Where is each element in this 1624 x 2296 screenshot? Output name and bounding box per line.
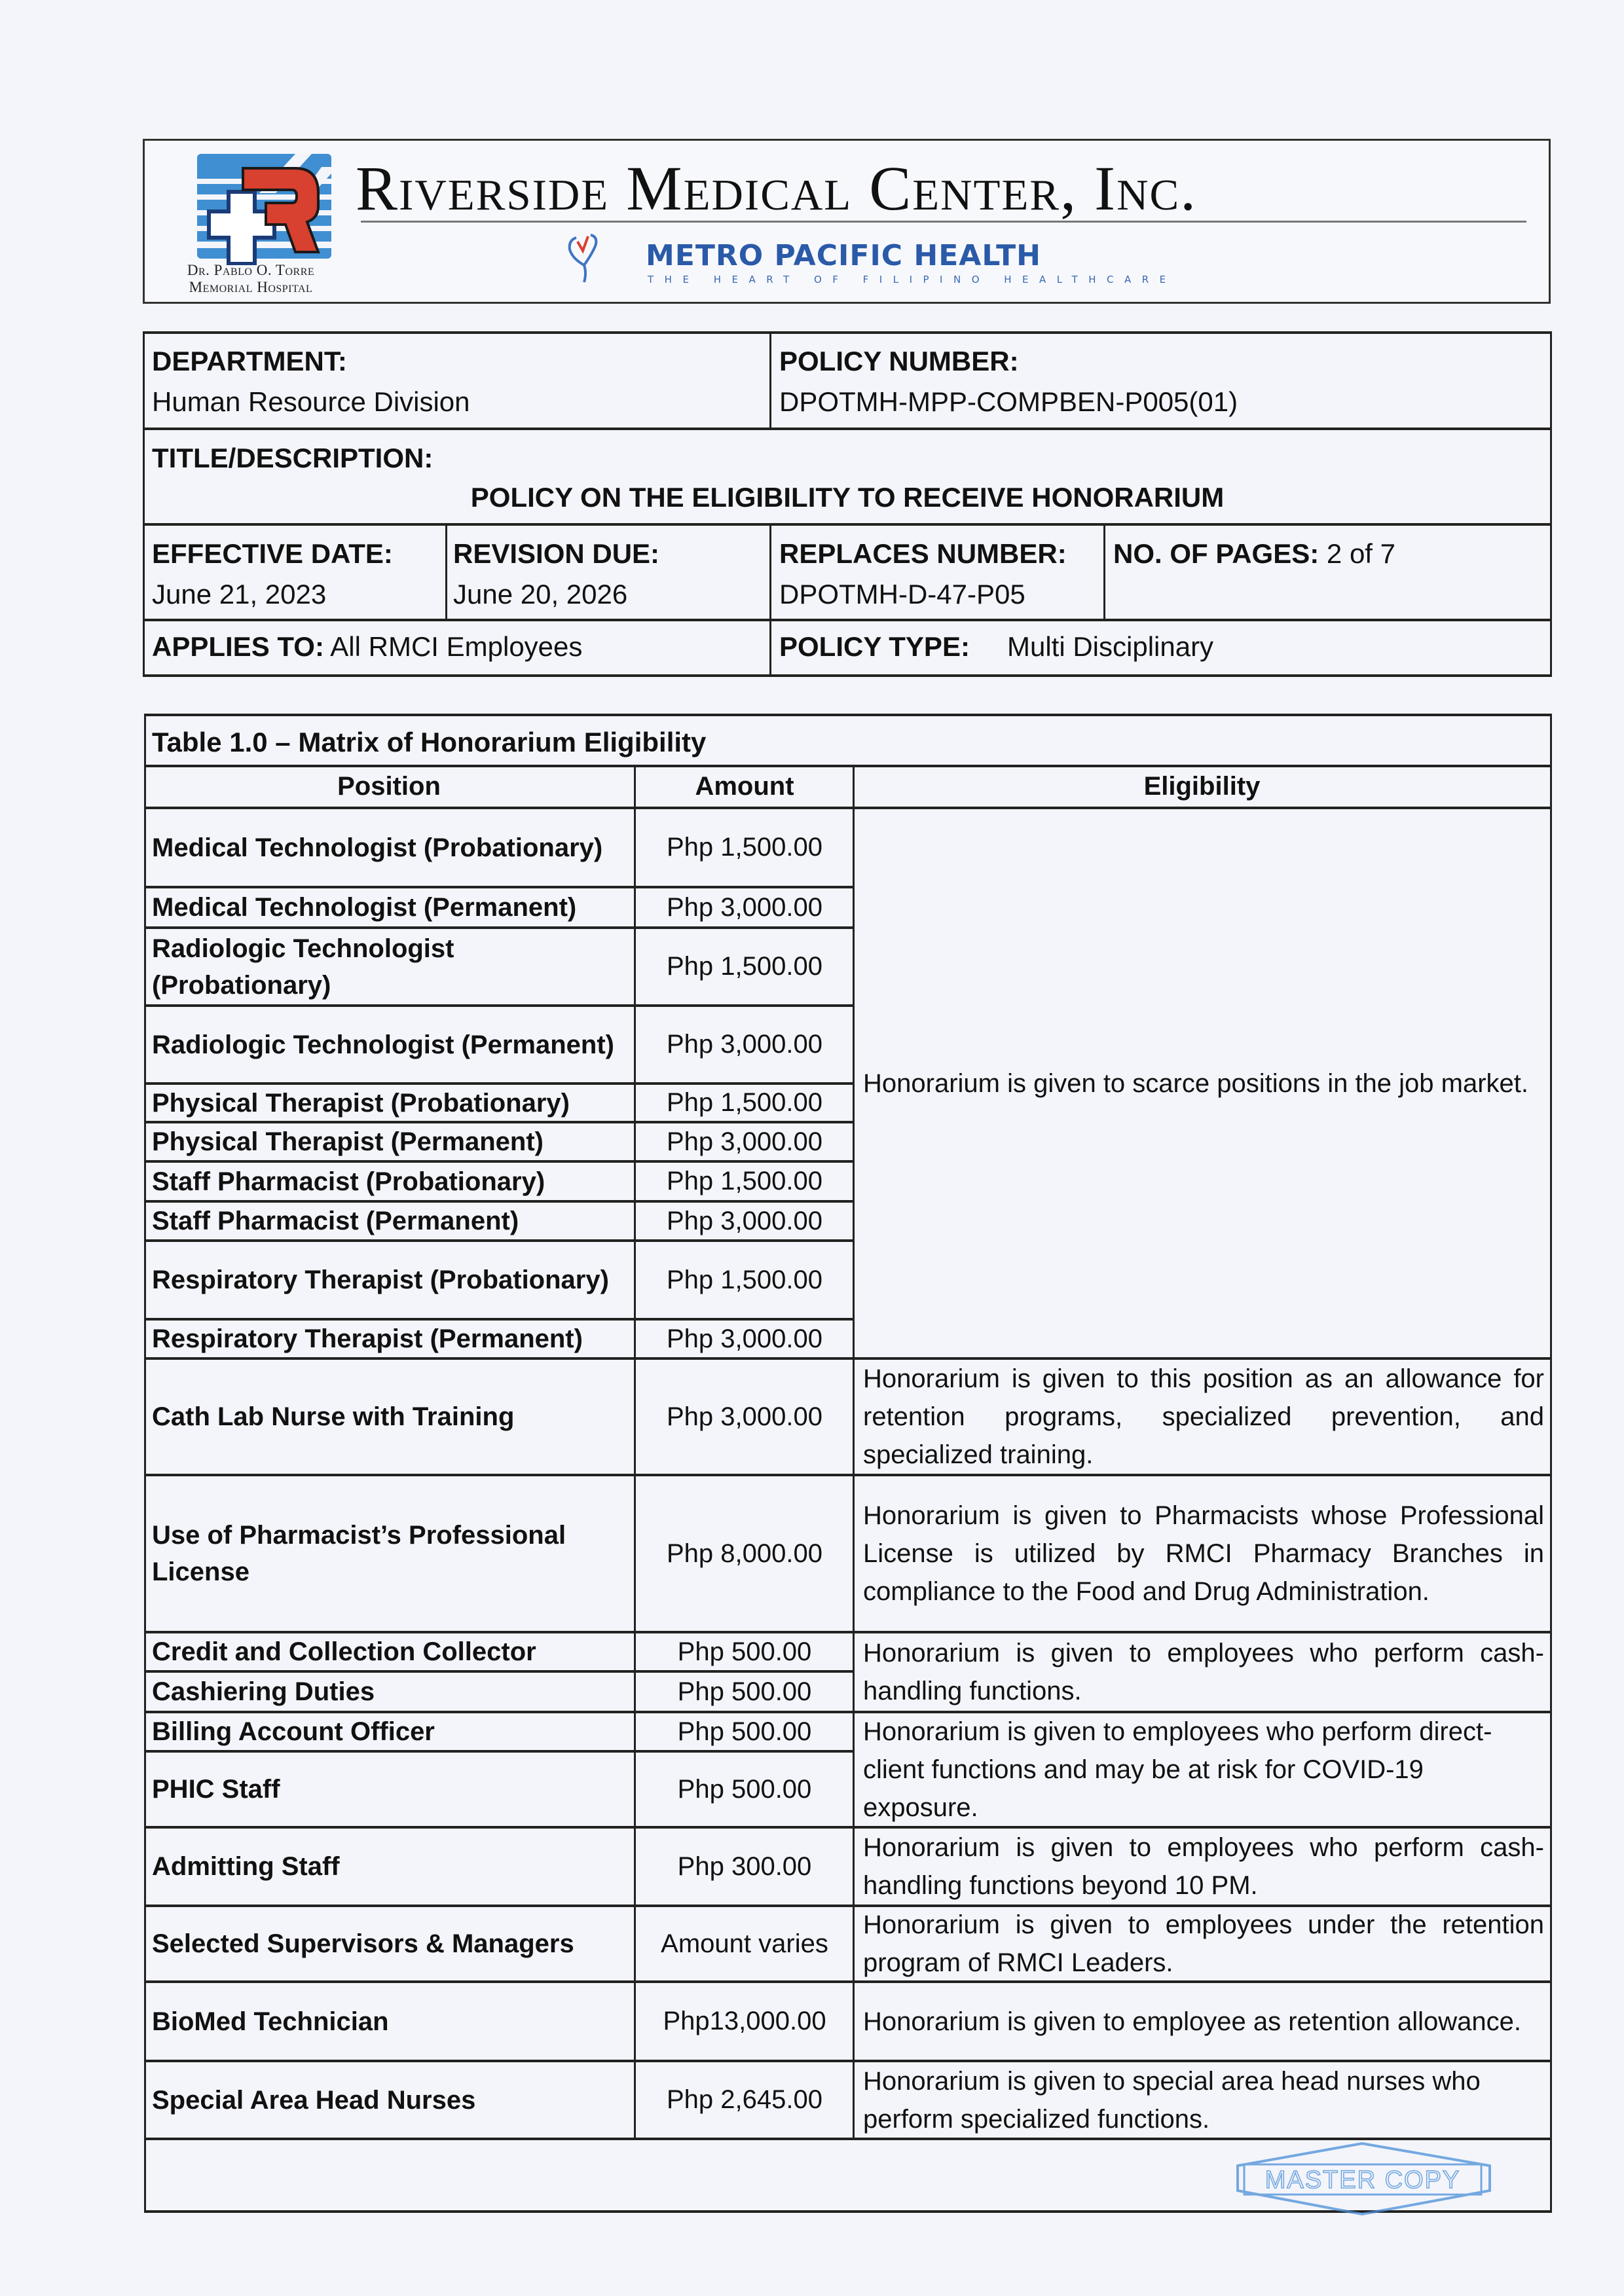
eligibility-cell (863, 1476, 1544, 1631)
amount-cell: Php 3,000.00 (667, 1324, 822, 1353)
position-cell: Medical Technologist (Permanent) (152, 893, 577, 922)
eligibility-cell (863, 1633, 1544, 1711)
hospital-caption (153, 262, 349, 296)
revision-due-label: REVISION DUE: (453, 538, 660, 569)
replaces-number-label: REPLACES NUMBER: (779, 538, 1067, 569)
eligibility-text: Honorarium is given to employees who perform cash-handling functions. (863, 1639, 1544, 1705)
amount-cell: Php 8,000.00 (667, 1539, 822, 1568)
position-cell: PHIC Staff (152, 1775, 280, 1804)
amount-cell: Php 1,500.00 (667, 833, 822, 862)
eligibility-cell (863, 2062, 1544, 2138)
applies-to-label: APPLIES TO: (152, 631, 324, 662)
eligibility-cell (863, 1983, 1544, 2060)
position-cell: Physical Therapist (Permanent) (152, 1127, 544, 1156)
position-cell: Physical Therapist (Probationary) (152, 1088, 570, 1118)
hospital-logo-icon (197, 154, 331, 265)
heart-logo-icon (567, 232, 601, 283)
policy-type-label: POLICY TYPE: (779, 631, 970, 662)
effective-date-label: EFFECTIVE DATE: (152, 538, 393, 569)
company-name: Riverside Medical Center, Inc. (356, 153, 1198, 223)
position-cell: Radiologic Technologist (Permanent) (152, 1030, 614, 1059)
revision-due-value: June 20, 2026 (453, 579, 628, 610)
position-cell: Special Area Head Nurses (152, 2085, 476, 2115)
column-header-amount: Amount (695, 771, 794, 801)
column-header-eligibility: Eligibility (1143, 771, 1261, 801)
position-cell: BioMed Technician (152, 2007, 389, 2036)
amount-cell: Php 3,000.00 (667, 1206, 822, 1235)
table-caption: Table 1.0 – Matrix of Honorarium Eligibility (152, 727, 707, 757)
partner-tagline: THE HEART OF FILIPINO HEALTHCARE (648, 274, 1177, 285)
position-cell: Admitting Staff (152, 1852, 340, 1881)
amount-cell: Php 500.00 (677, 1717, 812, 1746)
eligibility-cell (863, 1713, 1544, 1826)
eligibility-text: Honorarium is given to Pharmacists whose Professional License is utilized by RMCI Pharmacy Branches in compliance to the Food and Drug Administration. (863, 1501, 1544, 1606)
amount-cell: Php 500.00 (677, 1637, 812, 1666)
amount-cell: Php13,000.00 (663, 2007, 826, 2035)
title-label: TITLE/DESCRIPTION: (152, 443, 434, 473)
position-cell: Selected Supervisors & Managers (152, 1929, 574, 1958)
position-cell: Billing Account Officer (152, 1717, 435, 1746)
position-cell: Respiratory Therapist (Probationary) (152, 1266, 609, 1294)
position-cell: Cashiering Duties (152, 1677, 375, 1706)
stamp-text: MASTER COPY (1264, 2166, 1461, 2194)
policy-type-value: Multi Disciplinary (1007, 631, 1214, 662)
amount-cell: Php 3,000.00 (667, 1127, 822, 1156)
amount-cell: Php 3,000.00 (667, 892, 822, 922)
hospital-caption-line2: Memorial Hospital (189, 279, 313, 295)
effective-date-value: June 21, 2023 (152, 579, 327, 610)
position-cell: Staff Pharmacist (Probationary) (152, 1167, 545, 1196)
applies-to-value: All RMCI Employees (330, 631, 583, 662)
eligibility-text: Honorarium is given to special area head nurses who perform specialized functions. (863, 2066, 1481, 2134)
letterhead (143, 139, 1551, 304)
amount-cell: Php 2,645.00 (667, 2085, 822, 2114)
eligibility-cell (863, 809, 1544, 1357)
pages-field (1113, 538, 1395, 570)
eligibility-text: Honorarium is given to this position as an allowance for retention programs, specialized prevention, and specialized training. (863, 1364, 1544, 1469)
eligibility-cell (863, 1907, 1544, 1980)
position-cell: Credit and Collection Collector (152, 1637, 536, 1666)
position-cell: Use of Pharmacist’s Professional License (152, 1521, 566, 1586)
amount-cell: Php 300.00 (677, 1851, 812, 1881)
position-cell: Medical Technologist (Probationary) (152, 833, 603, 862)
department-label: DEPARTMENT: (152, 346, 347, 376)
eligibility-cell (863, 1829, 1544, 1904)
eligibility-text: Honorarium is given to employee as retention allowance. (863, 2007, 1521, 2036)
policy-info-table (143, 331, 1552, 677)
policy-number-label: POLICY NUMBER: (779, 346, 1019, 376)
amount-cell: Php 1,500.00 (667, 952, 822, 981)
partner-name: METRO PACIFIC HEALTH (646, 239, 1041, 272)
eligibility-text: Honorarium is given to employees who perform direct-client functions and may be at risk for COVID-19 exposure. (863, 1717, 1492, 1822)
honorarium-matrix-table (144, 714, 1552, 2213)
position-cell: Staff Pharmacist (Permanent) (152, 1207, 519, 1235)
department-value: Human Resource Division (152, 386, 470, 417)
eligibility-text: Honorarium is given to scarce positions in the job market. (863, 1068, 1529, 1098)
eligibility-text: Honorarium is given to employees who perform cash-handling functions beyond 10 PM. (863, 1833, 1544, 1900)
amount-cell: Php 3,000.00 (667, 1402, 822, 1431)
position-cell: Radiologic Technologist (Probationary) (152, 934, 454, 1000)
amount-cell: Php 500.00 (677, 1677, 812, 1706)
hospital-caption-line1: Dr. Pablo O. Torre (187, 262, 315, 278)
position-cell: Respiratory Therapist (Permanent) (152, 1324, 583, 1353)
column-header-position: Position (337, 771, 441, 801)
amount-cell: Php 1,500.00 (667, 1265, 822, 1294)
divider (361, 221, 1526, 223)
policy-number-value: DPOTMH-MPP-COMPBEN-P005(01) (779, 386, 1238, 417)
eligibility-text: Honorarium is given to employees under the retention program of RMCI Leaders. (863, 1910, 1544, 1977)
eligibility-cell (863, 1360, 1544, 1474)
amount-cell: Amount varies (661, 1929, 828, 1958)
amount-cell: Php 1,500.00 (667, 1088, 822, 1117)
policy-title: POLICY ON THE ELIGIBILITY TO RECEIVE HONORARIUM (470, 482, 1225, 513)
master-copy-stamp-icon (1231, 2140, 1493, 2218)
position-cell: Cath Lab Nurse with Training (152, 1402, 515, 1431)
amount-cell: Php 500.00 (677, 1774, 812, 1804)
pages-label: NO. OF PAGES: (1113, 538, 1320, 569)
replaces-number-value: DPOTMH-D-47-P05 (779, 579, 1025, 610)
pages-value: 2 of 7 (1326, 538, 1396, 569)
amount-cell: Php 3,000.00 (667, 1030, 822, 1059)
amount-cell: Php 1,500.00 (667, 1167, 822, 1195)
applies-to-field (152, 631, 582, 663)
